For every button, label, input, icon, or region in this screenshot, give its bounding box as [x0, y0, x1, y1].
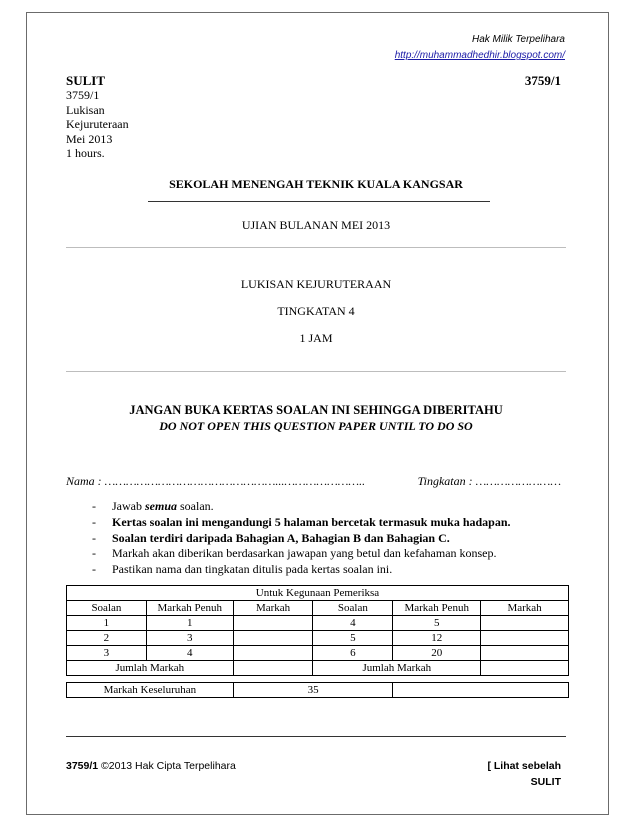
bullet: - [92, 562, 96, 576]
bullet: - [92, 499, 96, 513]
meta-subject-2: Kejuruteraan [66, 117, 129, 131]
instruction-3-text: Soalan terdiri daripada Bahagian A, Bahagian B dan Bahagian C. [112, 531, 450, 545]
meta-code: 3759/1 [66, 88, 100, 102]
cell-full-marks: 4 [146, 646, 233, 661]
marks-table [66, 585, 569, 676]
header-cell: Soalan [313, 601, 393, 616]
divider-2 [66, 371, 566, 372]
bullet: - [92, 546, 96, 560]
instruction-2 [92, 515, 511, 530]
total-label-right: Jumlah Markah [313, 661, 481, 676]
table-title: Untuk Kegunaan Pemeriksa [67, 586, 569, 601]
cell-question: 5 [313, 631, 393, 646]
footer-copyright-text: ©2013 Hak Cipta Terpelihara [98, 760, 236, 772]
name-field-label: Nama : …………………………………………...………………….. [66, 474, 366, 488]
cell-full-marks: 20 [393, 646, 481, 661]
instruction-5-text: Pastikan nama dan tingkatan ditulis pada kertas soalan ini. [112, 562, 393, 576]
table-row [67, 616, 569, 631]
blog-link[interactable]: http://muhammadhedhir.blogspot.com/ [394, 50, 565, 61]
header-cell: Markah [233, 601, 313, 616]
school-underline [148, 201, 490, 202]
cell-question: 3 [67, 646, 147, 661]
table-title-row [67, 586, 569, 601]
cell-question: 2 [67, 631, 147, 646]
table-header-row [67, 601, 569, 616]
overall-value: 35 [233, 683, 393, 698]
header-cell: Markah Penuh [146, 601, 233, 616]
subject-name: LUKISAN KEJURUTERAAN [240, 277, 392, 291]
sulit-label: SULIT [66, 73, 106, 88]
school-name: SEKOLAH MENENGAH TEKNIK KUALA KANGSAR [169, 177, 463, 191]
copyright-label: Hak Milik Terpelihara [472, 34, 565, 45]
cell-question: 4 [313, 616, 393, 631]
form-field-label: Tingkatan : …………………… [417, 474, 561, 488]
table-total-row [67, 661, 569, 676]
cell-full-marks: 1 [146, 616, 233, 631]
instruction-1-emphasis: semua [145, 499, 178, 513]
cell-question: 1 [67, 616, 147, 631]
bullet: - [92, 531, 96, 545]
header-cell: Soalan [67, 601, 147, 616]
cell-marks [481, 616, 569, 631]
divider-1 [66, 247, 566, 248]
instruction-1-pre: Jawab [112, 499, 145, 513]
instruction-4-text: Markah akan diberikan berdasarkan jawapan yang betul dan kefahaman konsep. [112, 546, 497, 560]
table-row [67, 646, 569, 661]
header-cell: Markah [481, 601, 569, 616]
meta-date: Mei 2013 [66, 132, 113, 146]
overall-marks [393, 683, 569, 698]
paper-code: 3759/1 [524, 73, 561, 88]
instruction-2-text: Kertas soalan ini mengandungi 5 halaman bercetak termasuk muka hadapan. [112, 515, 511, 529]
footer-copyright [66, 760, 236, 772]
instruction-3 [92, 531, 450, 546]
overall-label: Markah Keseluruhan [67, 683, 234, 698]
instruction-1 [92, 499, 214, 514]
exam-duration: 1 JAM [299, 331, 333, 345]
form-level: TINGKATAN 4 [277, 304, 355, 318]
footer-sulit: SULIT [530, 776, 561, 788]
header-cell: Markah Penuh [393, 601, 481, 616]
overall-row [67, 683, 569, 698]
cell-marks [233, 631, 313, 646]
footer-turn-over: [ Lihat sebelah [487, 760, 561, 772]
cell-full-marks: 12 [393, 631, 481, 646]
total-marks-right [481, 661, 569, 676]
cell-full-marks: 3 [146, 631, 233, 646]
table-row [67, 631, 569, 646]
total-label-left: Jumlah Markah [67, 661, 234, 676]
footer-rule [66, 736, 566, 737]
warning-malay: JANGAN BUKA KERTAS SOALAN INI SEHINGGA DIBERITAHU [129, 403, 503, 417]
instruction-5 [92, 562, 392, 577]
footer-code: 3759/1 [66, 760, 99, 772]
cell-marks [233, 616, 313, 631]
cell-marks [233, 646, 313, 661]
cell-question: 6 [313, 646, 393, 661]
instruction-4 [92, 546, 497, 561]
meta-subject-1: Lukisan [66, 103, 105, 117]
warning-english: DO NOT OPEN THIS QUESTION PAPER UNTIL TO DO SO [159, 419, 473, 433]
total-marks-left [233, 661, 313, 676]
cell-marks [481, 646, 569, 661]
bullet: - [92, 515, 96, 529]
cell-marks [481, 631, 569, 646]
overall-table [66, 682, 569, 698]
exam-name: UJIAN BULANAN MEI 2013 [241, 218, 391, 232]
cell-full-marks: 5 [393, 616, 481, 631]
instruction-1-post: soalan. [177, 499, 214, 513]
meta-duration: 1 hours. [66, 146, 105, 160]
